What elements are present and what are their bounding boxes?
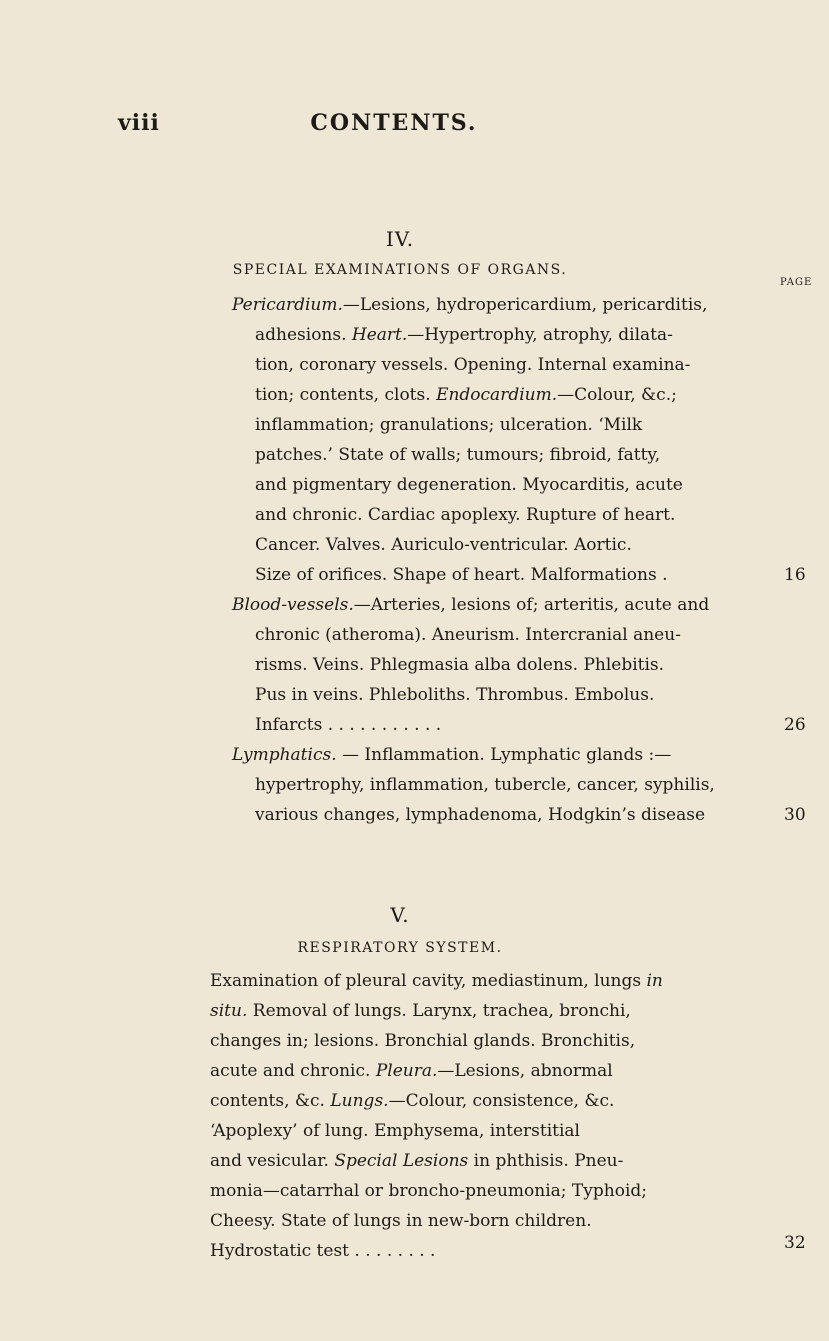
- entry-line: adhesions. Heart.—Hypertrophy, atrophy, dilata-: [255, 325, 673, 345]
- section-iv-numeral: IV.: [385, 227, 415, 251]
- entry-line: risms. Veins. Phlegmasia alba dolens. Phlebitis.: [255, 655, 665, 675]
- page-number: viii: [118, 110, 160, 136]
- entry-line: hypertrophy, inflammation, tubercle, cancer, syphilis,: [255, 775, 715, 795]
- section-v-heading: RESPIRATORY SYSTEM.: [297, 940, 503, 956]
- section-v-numeral: V.: [390, 903, 410, 927]
- page-ref: 32: [784, 1233, 806, 1253]
- topic-blood-vessels: Blood-vessels.: [232, 595, 354, 615]
- entry-line: contents, &c. Lungs.—Colour, consistence, &c.: [210, 1091, 615, 1111]
- entry-line: inflammation; granulations; ulceration. ‘Milk: [255, 415, 643, 435]
- section-iv-heading: SPECIAL EXAMINATIONS OF ORGANS.: [232, 262, 568, 278]
- entry-line: Cheesy. State of lungs in new-born children.: [210, 1211, 592, 1231]
- page-ref: 26: [784, 715, 806, 735]
- entry-line: patches.’ State of walls; tumours; fibroid, fatty,: [255, 445, 661, 465]
- page-ref: 16: [784, 565, 806, 585]
- entry-line: Pericardium.—Lesions, hydropericardium, pericarditis,: [232, 295, 708, 315]
- entry-line: situ. Removal of lungs. Larynx, trachea, bronchi,: [210, 1001, 631, 1021]
- page-ref: 30: [784, 805, 806, 825]
- topic-endocardium: Endocardium.: [436, 385, 558, 405]
- entry-line: monia—catarrhal or broncho-pneumonia; Typhoid;: [210, 1181, 647, 1201]
- entry-line: various changes, lymphadenoma, Hodgkin’s disease: [255, 805, 706, 825]
- entry-line: Lymphatics. — Inflammation. Lymphatic glands :—: [232, 745, 672, 765]
- topic-heart: Heart.: [351, 325, 408, 345]
- entry-line: and chronic. Cardiac apoplexy. Rupture of heart.: [255, 505, 676, 525]
- entry-line: tion; contents, clots. Endocardium.—Colour, &c.;: [255, 385, 677, 405]
- entry-line: chronic (atheroma). Aneurism. Intercranial aneu-: [255, 625, 681, 645]
- entry-line: Infarcts . . . . . . . . . . .: [255, 715, 442, 735]
- entry-line: and pigmentary degeneration. Myocarditis, acute: [255, 475, 683, 495]
- entry-line: Size of orifices. Shape of heart. Malformations .: [255, 565, 668, 585]
- entry-line: acute and chronic. Pleura.—Lesions, abnormal: [210, 1061, 613, 1081]
- entry-line: changes in; lesions. Bronchial glands. Bronchitis,: [210, 1031, 636, 1051]
- entry-line: Blood-vessels.—Arteries, lesions of; arteritis, acute and: [232, 595, 710, 615]
- running-head: [118, 110, 670, 138]
- topic-pericardium: Pericardium.: [232, 295, 343, 315]
- topic-lymphatics: Lymphatics.: [232, 745, 337, 765]
- running-title: CONTENTS.: [310, 110, 478, 136]
- entry-line: Pus in veins. Phleboliths. Thrombus. Embolus.: [255, 685, 655, 705]
- entry-line: Hydrostatic test . . . . . . . .: [210, 1241, 436, 1261]
- topic-special-lesions: Special Lesions: [334, 1151, 469, 1171]
- entry-line: Cancer. Valves. Auriculo-ventricular. Aortic.: [255, 535, 632, 555]
- entry-line: ‘Apoplexy’ of lung. Emphysema, interstitial: [210, 1121, 580, 1141]
- entry-line: and vesicular. Special Lesions in phthisis. Pneu-: [210, 1151, 624, 1171]
- page-column-label: PAGE: [780, 277, 813, 288]
- topic-pleura: Pleura.: [375, 1061, 438, 1081]
- entry-line: tion, coronary vessels. Opening. Internal examina-: [255, 355, 691, 375]
- topic-lungs: Lungs.: [330, 1091, 389, 1111]
- entry-line: Examination of pleural cavity, mediastinum, lungs in: [210, 971, 663, 991]
